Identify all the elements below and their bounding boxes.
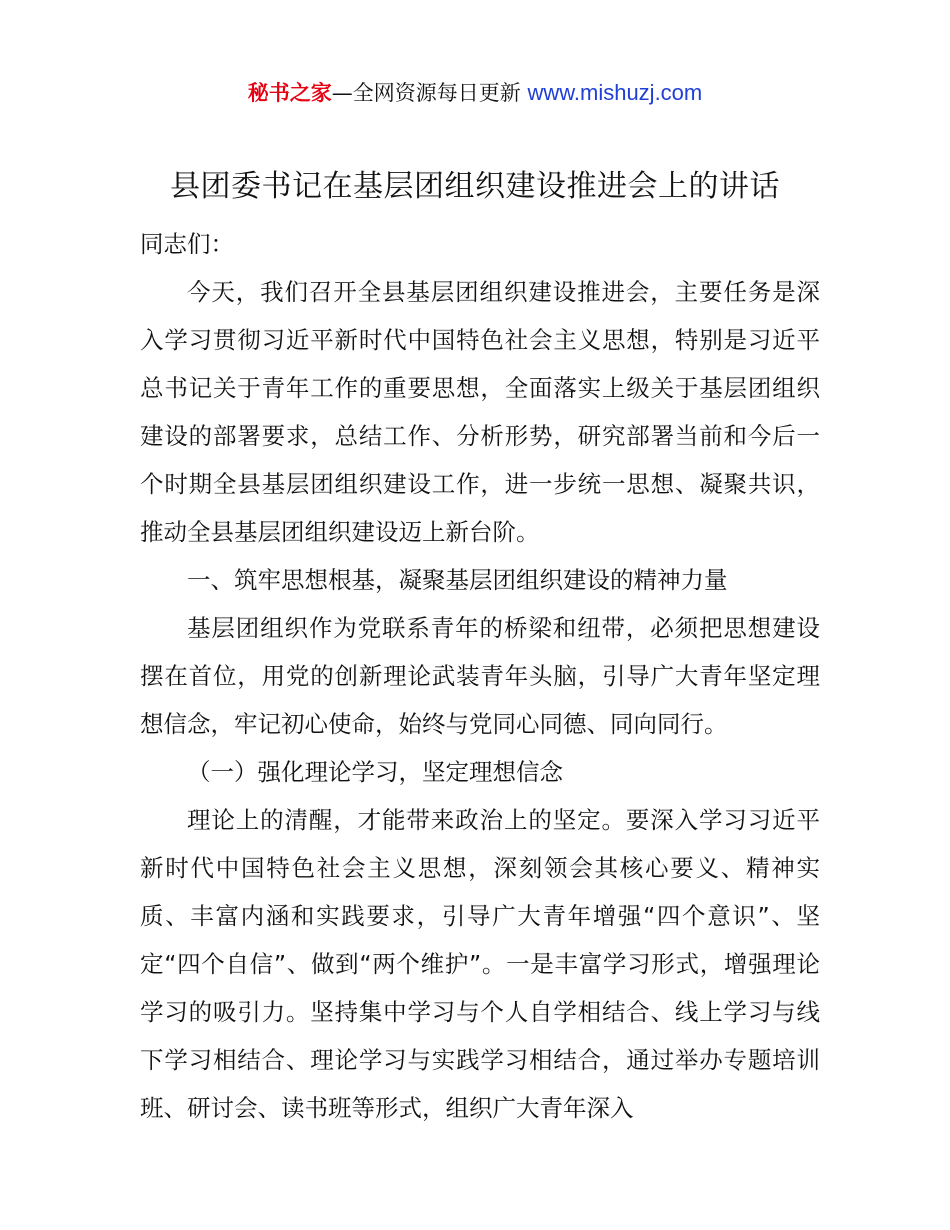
- site-url-link[interactable]: www.mishuzj.com: [527, 80, 703, 105]
- section-heading-1: 一、筑牢思想根基，凝聚基层团组织建设的精神力量: [187, 566, 728, 594]
- paragraph-section-1: 基层团组织作为党联系青年的桥梁和纽带，必须把思想建设摆在首位，用党的创新理论武装青年头脑，引导广大青年坚定理想信念，牢记初心使命，始终与党同心同德、同向同行。: [140, 614, 820, 738]
- document-title: 县团委书记在基层团组织建设推进会上的讲话: [170, 169, 780, 204]
- document-body: [140, 220, 820, 1132]
- subsection-heading-1: （一）强化理论学习，坚定理想信念: [187, 758, 563, 786]
- site-header: [0, 78, 950, 108]
- paragraph-subsection-1: 理论上的清醒，才能带来政治上的坚定。要深入学习习近平新时代中国特色社会主义思想，深刻领会其核心要义、精神实质、丰富内涵和实践要求，引导广大青年增强“四个意识”、坚定“四个自信”、做到“两个维护”。一是丰富学习形式，增强理论学习的吸引力。坚持集中学习与个人自学相结合、线上学习与线下学习相结合、理论学习与实践学习相结合，通过举办专题培训班、研讨会、读书班等形式，组织广大青年深入: [140, 806, 820, 1122]
- site-tagline: —全网资源每日更新: [331, 81, 528, 105]
- paragraph-intro: 今天，我们召开全县基层团组织建设推进会，主要任务是深入学习贯彻习近平新时代中国特色社会主义思想，特别是习近平总书记关于青年工作的重要思想，全面落实上级关于基层团组织建设的部署要求，总结工作、分析形势，研究部署当前和今后一个时期全县基层团组织建设工作，进一步统一思想、凝聚共识，推动全县基层团组织建设迈上新台阶。: [140, 278, 820, 546]
- site-brand: 秘书之家: [247, 81, 332, 105]
- salutation: 同志们：: [140, 230, 234, 258]
